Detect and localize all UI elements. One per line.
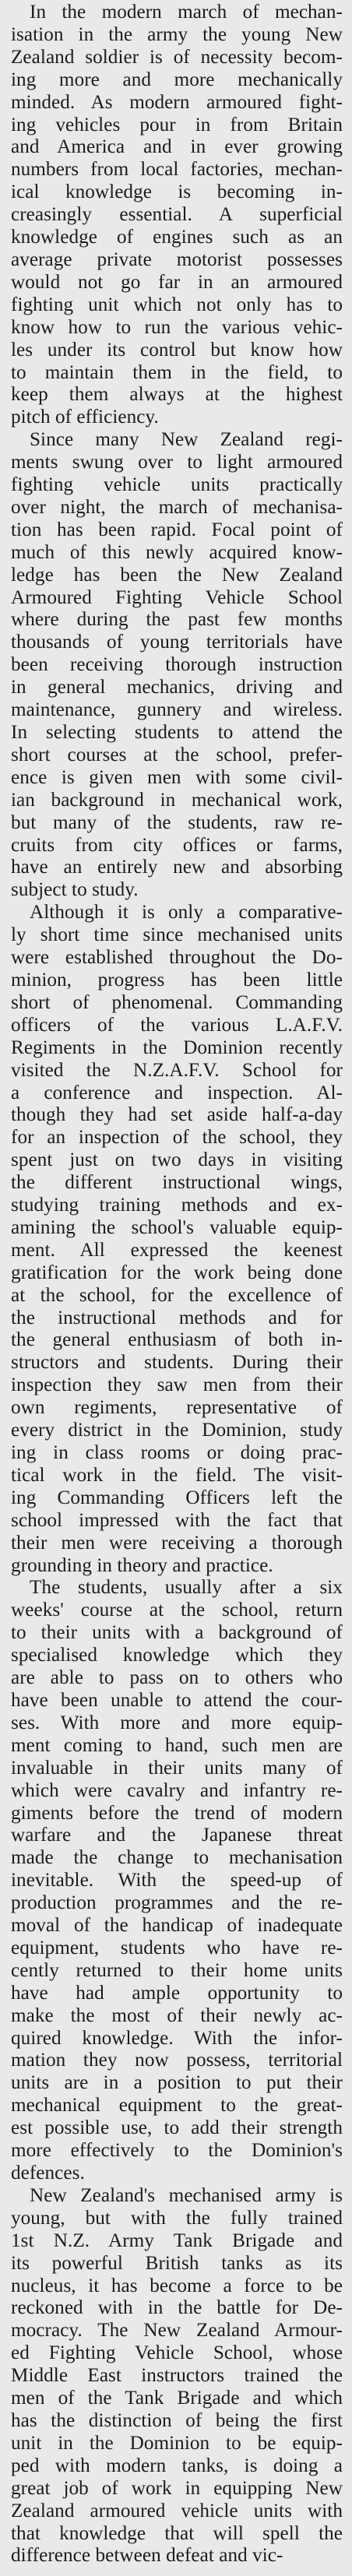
text-line: have had ample opportunity to [11,1982,343,2004]
text-line: weeks' course at the school, return [11,1599,343,1621]
text-line: Middle East instructors trained the [11,2365,343,2387]
text-line: ses. With more and more equip- [11,1712,343,1733]
text-line: isation in the army the young New [11,23,343,45]
text-line: has the distinction of being the first [11,2409,343,2431]
text-line: quired knowledge. With the infor- [11,2027,343,2049]
text-line: minion, progress has been little [11,969,343,991]
text-line: ments swung over to light armoured [11,452,343,473]
text-line: invaluable in their units many of [11,1757,343,1779]
text-line: 1st N.Z. Army Tank Brigade and [11,2229,343,2251]
text-line: ence is given men with some civil- [11,766,343,788]
text-line: Regiments in the Dominion recently [11,1036,343,1058]
text-line: cruits from city offices or farms, [11,834,343,856]
text-line: knowledge of engines such as an [11,227,343,248]
text-line: short of phenomenal. Commanding [11,991,343,1013]
text-line: unit in the Dominion to be equip- [11,2432,343,2454]
text-line: every district in the Dominion, study [11,1420,343,1441]
text-line: know how to run the various vehic- [11,316,343,338]
text-line: own regiments, representative of [11,1397,343,1419]
text-line: young, but with the fully trained [11,2207,343,2229]
text-line: pitch of efficiency. [11,406,159,428]
text-line: and America and in ever growing [11,136,343,158]
text-line: structors and students. During their [11,1352,343,1374]
text-line: subject to study. [11,879,139,901]
text-line: units are in a position to put their [11,2072,343,2094]
text-line: the different instructional wings, [11,1172,343,1194]
text-line: giments before the trend of modern [11,1802,343,1824]
text-line: more effectively to the Dominion's [11,2140,343,2162]
text-line: officers of the various L.A.F.V. [11,1014,343,1036]
text-line: creasingly essential. A superficial [11,204,343,226]
text-line: inspection they saw men from their [11,1374,343,1396]
text-line: school impressed with the fact that [11,1509,343,1531]
text-line: cently returned to their home units [11,1959,343,1981]
text-line: ed Fighting Vehicle School, whose [11,2342,343,2364]
text-line: les under its control but know how [11,339,343,361]
text-line: fighting unit which not only has to [11,294,343,315]
text-line: to their units with a background of [11,1622,343,1644]
text-line: ing Commanding Officers left the [11,1487,343,1508]
text-line: the general enthusiasm of both in- [11,1329,343,1351]
text-line: defences. [11,2163,85,2184]
article-paragraph [11,1577,343,2184]
text-line: ment. All expressed the keenest [11,1239,343,1261]
text-line: In the modern march of mechan- [30,2,343,23]
article-paragraph [11,2185,343,2567]
text-line: mation they now possess, territorial [11,2050,343,2071]
text-line: In selecting students to attend the [11,722,343,743]
text-line: Armoured Fighting Vehicle School [11,586,343,608]
text-line: The students, usually after a six [30,1577,343,1599]
text-line: production programmes and the re- [11,1892,343,1914]
text-line: moval of the handicap of inadequate [11,1915,343,1937]
text-line: Although it is only a comparative- [30,902,343,924]
text-line: gratification for the work being done [11,1262,343,1283]
text-line: for an inspection of the school, they [11,1127,343,1149]
text-line: where during the past few months [11,609,343,631]
text-line: nucleus, it has become a force to be [11,2275,343,2296]
text-line: specialised knowledge which they [11,1645,343,1666]
text-line: minded. As modern armoured fight- [11,91,343,113]
text-line: ment coming to hand, such men are [11,1734,343,1756]
text-line: studying training methods and ex- [11,1195,343,1216]
text-line: ledge has been the New Zealand [11,564,343,586]
text-line: mechanical equipment to the great- [11,2095,343,2117]
text-line: at the school, for the excellence of [11,1284,343,1306]
text-line: reckoned with in the battle for De- [11,2297,343,2319]
text-line: tical work in the field. The visit- [11,1464,343,1486]
text-line: difference between defeat and vic- [11,2545,283,2567]
text-line: est possible use, to add their strength [11,2117,343,2139]
text-line: ical knowledge is becoming in- [11,181,343,203]
text-line: in general mechanics, driving and [11,677,343,699]
text-line: that knowledge that will spell the [11,2522,343,2544]
text-line: were established throughout the Do- [11,947,343,969]
text-line: ing more and more mechanically [11,69,343,90]
text-line: tion has been rapid. Focal point of [11,519,343,540]
text-line: keep them always at the highest [11,384,343,406]
text-line: would not go far in an armoured [11,271,343,293]
text-line: Zealand soldier is of necessity becom- [11,46,343,68]
text-line: are able to pass on to others who [11,1667,343,1689]
text-line: inevitable. With the speed-up of [11,1870,343,1892]
text-line: mocracy. The New Zealand Armour- [11,2320,343,2342]
text-line: visited the N.Z.A.F.V. School for [11,1059,343,1081]
text-line: but many of the students, raw re- [11,811,343,833]
text-line: spent just on two days in visiting [11,1149,343,1171]
text-line: to maintain them in the field, to [11,361,343,383]
text-line: grounding in theory and practice. [11,1554,273,1576]
text-line: maintenance, gunnery and wireless. [11,699,343,721]
text-line: equipment, students who have re- [11,1937,343,1958]
text-line: much of this newly acquired know- [11,541,343,563]
text-line: have an entirely new and absorbing [11,857,343,878]
text-line: numbers from local factories, mechan- [11,159,343,181]
text-line: New Zealand's mechanised army is [30,2184,343,2206]
text-line: Since many New Zealand regi- [30,429,343,451]
text-line: ing vehicles pour in from Britain [11,114,343,135]
text-line: ing in class rooms or doing prac- [11,1442,343,1463]
text-line: ian background in mechanical work, [11,789,343,811]
article-paragraph [11,429,343,902]
text-line: though they had set aside half-a-day [11,1104,343,1126]
text-line: men of the Tank Brigade and which [11,2388,343,2409]
text-line: warfare and the Japanese threat [11,1825,343,1846]
text-line: thousands of young territorials have [11,632,343,653]
text-line: their men were receiving a thorough [11,1532,343,1554]
text-line: short courses at the school, prefer- [11,744,343,765]
text-line: make the most of their newly ac- [11,2004,343,2026]
text-line: great job of work in equipping New [11,2477,343,2499]
text-line: made the change to mechanisation [11,1847,343,1869]
text-line: the instructional methods and for [11,1307,343,1328]
text-line: ped with modern tanks, is doing a [11,2455,343,2476]
text-line: ly short time since mechanised units [11,924,343,946]
text-line: which were cavalry and infantry re- [11,1779,343,1801]
text-line: Zealand armoured vehicle units with [11,2500,343,2521]
text-line: a conference and inspection. Al- [11,1082,343,1103]
text-line: over night, the march of mechanisa- [11,496,343,518]
text-line: average private motorist possesses [11,248,343,270]
text-line: fighting vehicle units practically [11,474,343,496]
article-paragraph [11,2,343,429]
text-line: amining the school's valuable equip- [11,1216,343,1238]
text-line: have been unable to attend the cour- [11,1689,343,1711]
text-line: been receiving thorough instruction [11,654,343,676]
article-paragraph [11,902,343,1577]
text-line: its powerful British tanks as its [11,2252,343,2274]
